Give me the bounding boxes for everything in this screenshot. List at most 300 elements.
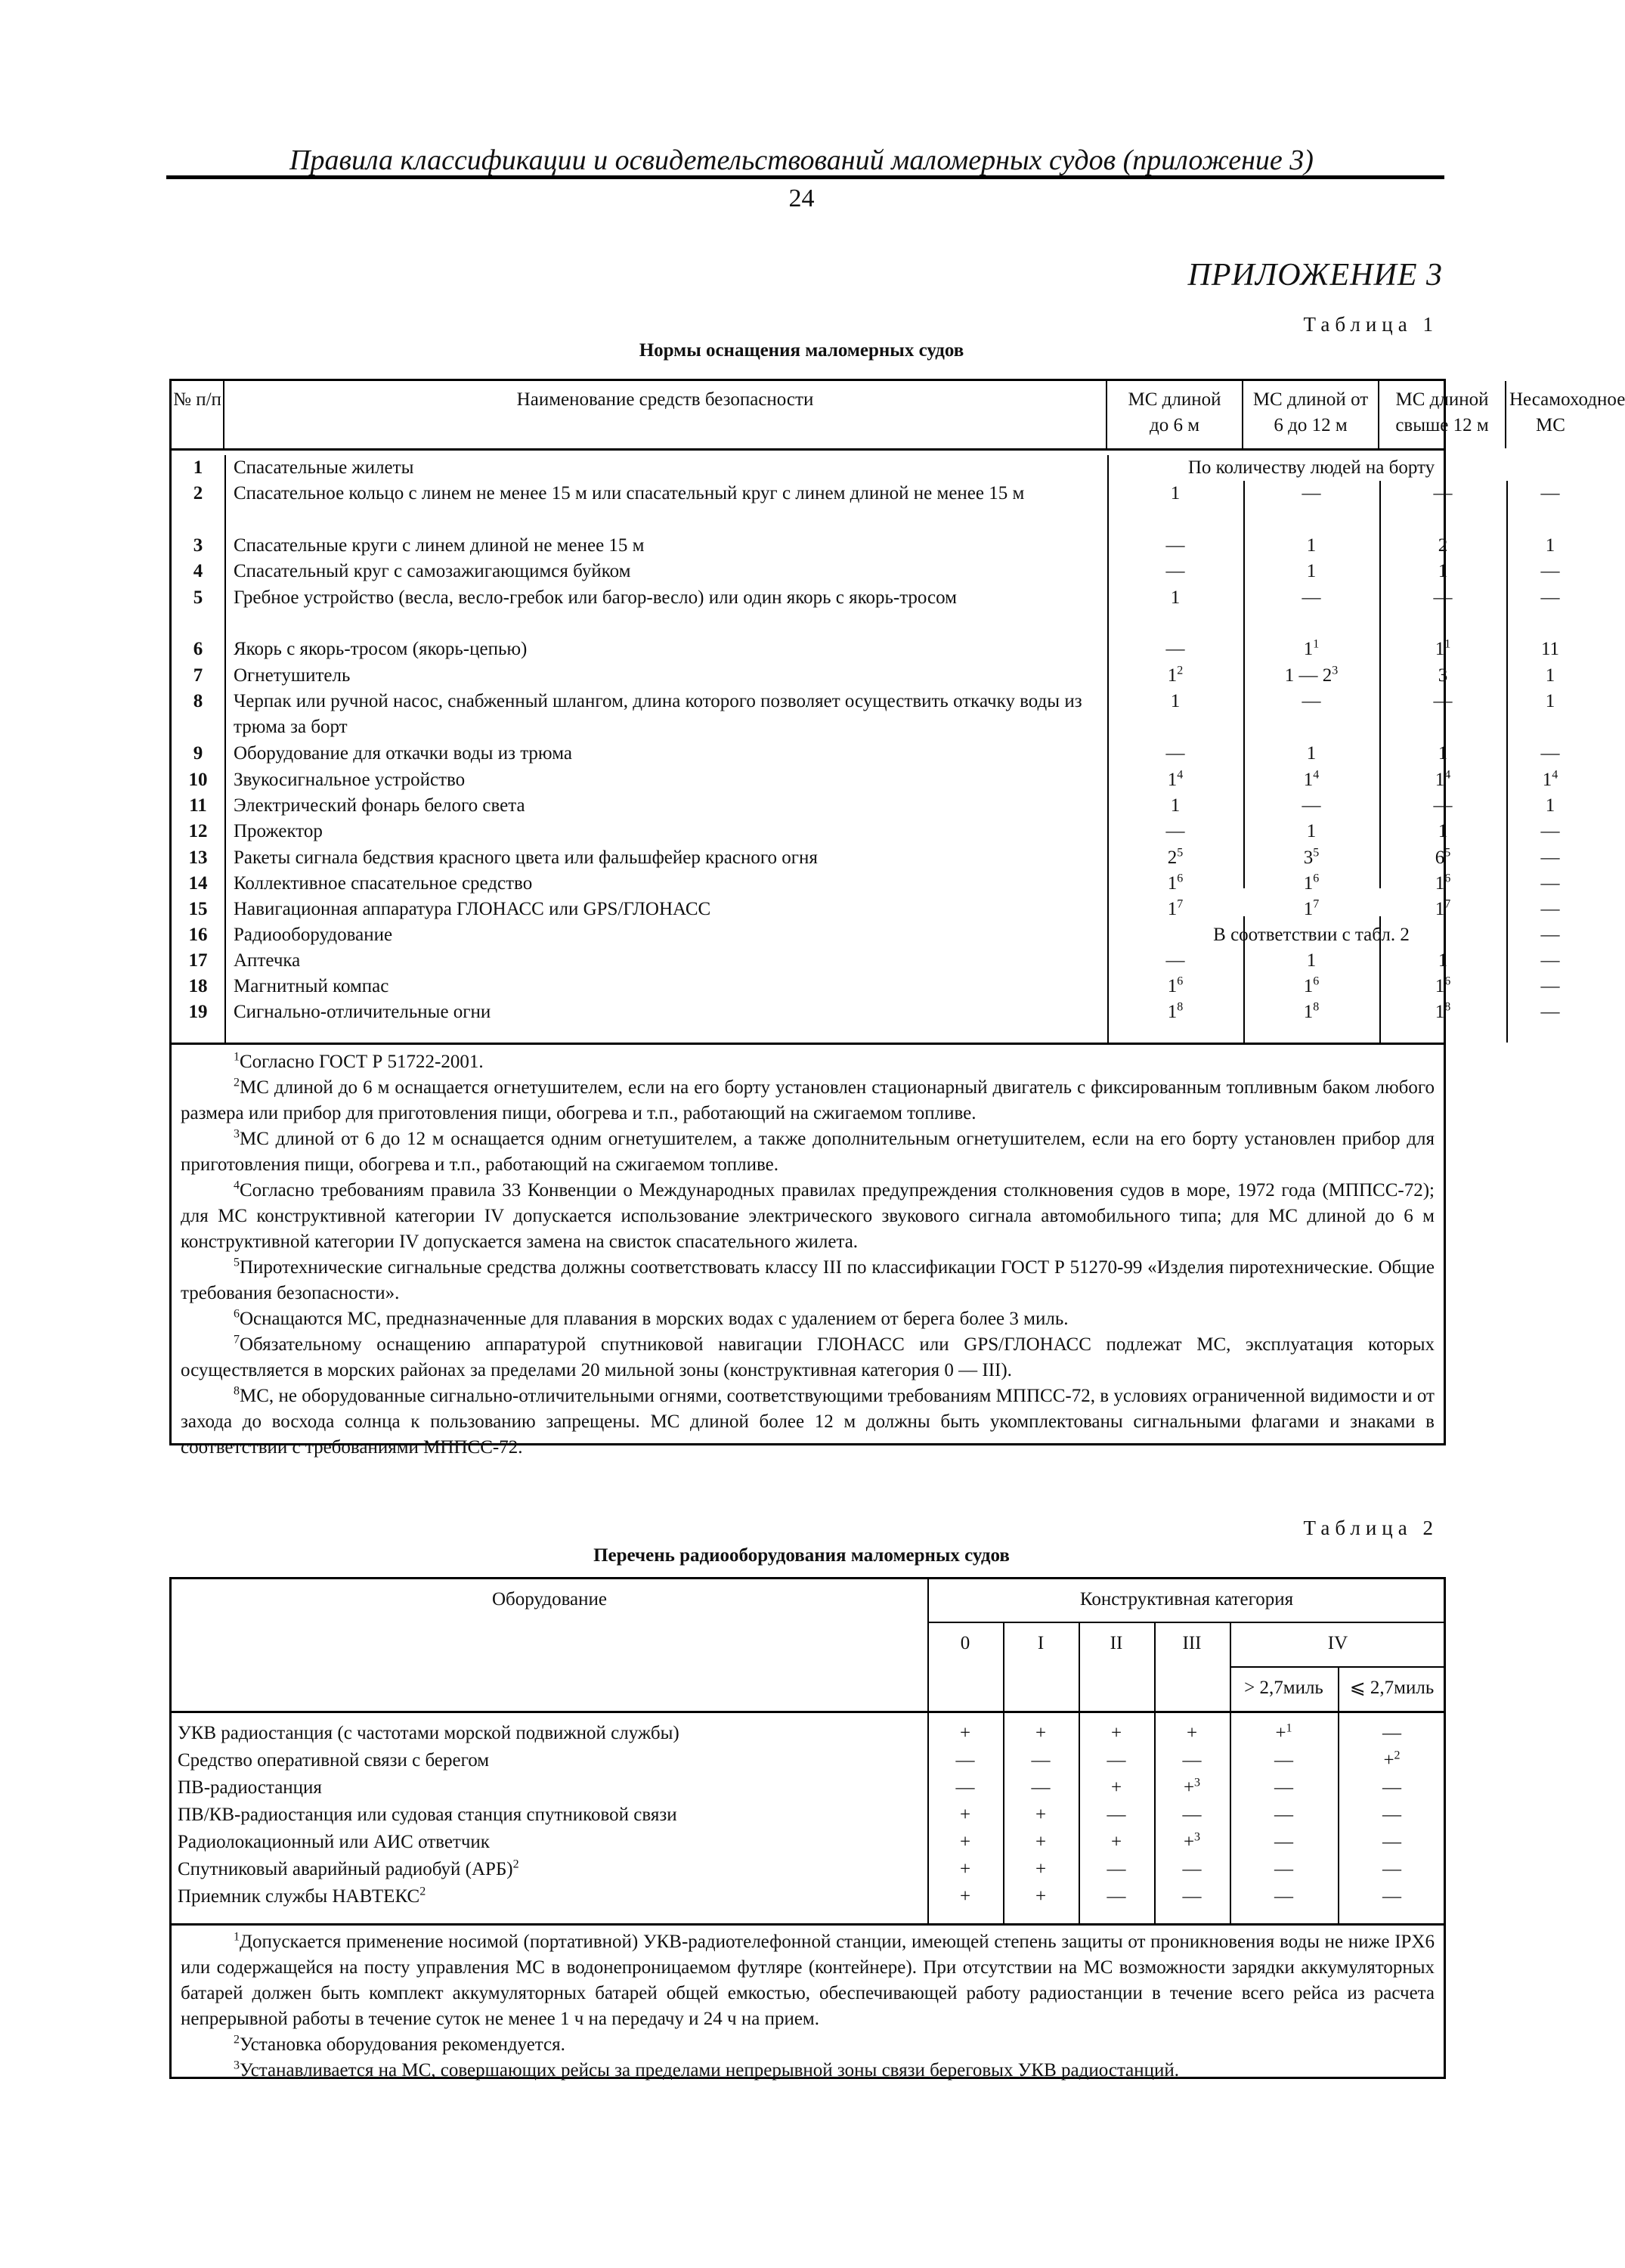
cell-c4 (1490, 793, 1611, 819)
row-number: 4 (193, 561, 203, 581)
subcategory-0: > 2,7миль (1244, 1678, 1323, 1698)
cell-c1 (1115, 533, 1236, 559)
cell-c4-value: — (1540, 847, 1560, 868)
row-name: Электрический фонарь белого света (234, 795, 525, 816)
footnote-ref: 7 (1313, 897, 1320, 911)
row-number: 1 (193, 457, 203, 478)
cell-c4 (1490, 637, 1611, 662)
t1-header-c3: МС длиной свыше 12 м (1379, 381, 1506, 448)
footnote-text: МС длиной от 6 до 12 м оснащается одним огнетушителем, а также дополнительным огнетушителем, если на его борту установлен прибор для приготовления пищи, обогрева и т.п., работающий на сжигаемом топливе. (181, 1129, 1435, 1175)
cell-c4-value: — (1540, 561, 1560, 581)
cell-c1 (1115, 819, 1236, 844)
cell-c4 (1490, 999, 1611, 1025)
footnote-text: Допускается применение носимой (портативной) УКВ-радиотелефонной станции, имеющей степень защиты от проникновения воды не ниже IPX6 или содержащейся на посту управления МС в водонепроницаемом футляре (контейнере). При отсутствии на МС возможности зарядки аккумуляторных батарей должен быть комплект аккумуляторных батарей общей емкостью, обеспечивающей работу радиостанции в течение всего рейса из расчета непрерывной работы в течение суток не менее 1 ч на передачу и 24 ч на прием. (181, 1932, 1435, 2029)
cell-c4 (1490, 585, 1611, 611)
cell-c3 (1382, 689, 1503, 714)
row-span-value: В соответствии с табл. 2 (1213, 925, 1410, 945)
footnote-text: Согласно ГОСТ Р 51722-2001. (240, 1052, 484, 1072)
cell (1079, 1802, 1154, 1828)
footnote-text: Оснащаются МС, предназначенные для плавания в морских водах с удалением от берега более 3 миль. (240, 1309, 1069, 1329)
cell-c2-value: 1 (1303, 899, 1314, 919)
cell-c1-value: 1 (1167, 899, 1178, 919)
cell-c2 (1251, 481, 1372, 507)
cell-value: — (1382, 1777, 1401, 1798)
footnote-number: 1 (234, 1930, 240, 1944)
category-1: I (1037, 1633, 1045, 1653)
cell-c1 (1115, 948, 1236, 974)
cell-c1 (1115, 999, 1236, 1025)
cell-c3-value: 1 (1435, 770, 1445, 790)
cell-value: — (1382, 1832, 1401, 1852)
cell (927, 1857, 1003, 1882)
footnote (181, 1929, 1435, 2032)
cell (1338, 1830, 1446, 1855)
cell-value: + (959, 1859, 971, 1879)
cell-c4-value: — (1540, 899, 1560, 919)
row-name-text: ПВ-радиостанция (178, 1777, 322, 1798)
row-name-text: УКВ радиостанция (с частотами морской подвижной службы) (178, 1723, 679, 1743)
cell-value: + (1035, 1886, 1047, 1907)
cell (1003, 1830, 1079, 1855)
table1-caption: Нормы оснащения маломерных судов (639, 340, 964, 361)
cell-c2 (1251, 663, 1372, 689)
cell-c4 (1490, 897, 1611, 922)
footnote (181, 2058, 1435, 2084)
cell-c1 (1115, 637, 1236, 662)
footnote-ref: 2 (419, 1885, 426, 1898)
cell (1154, 1775, 1230, 1801)
category-0: 0 (960, 1633, 970, 1653)
page-number: 24 (788, 184, 815, 212)
cell (1230, 1802, 1338, 1828)
cell-c2-value: — (1302, 483, 1321, 503)
t2-rule (927, 1622, 1446, 1623)
cell-value: — (1382, 1723, 1401, 1743)
cell-c1-value: 2 (1167, 847, 1178, 868)
cell-c1 (1115, 741, 1236, 767)
cell-value: — (1182, 1859, 1202, 1879)
cell-c3-value: 1 (1435, 873, 1445, 894)
cell (1230, 1884, 1338, 1910)
cell-c1-value: — (1165, 950, 1185, 971)
row-name (178, 1775, 911, 1801)
t1-notes (181, 1049, 1435, 1461)
cell (1338, 1748, 1446, 1774)
footnote-number: 1 (234, 1050, 240, 1064)
footnote (181, 1332, 1435, 1383)
cell-value: — (1107, 1750, 1126, 1771)
row-name: Сигнально-отличительные огни (234, 1002, 491, 1022)
cell-value: — (1031, 1750, 1051, 1771)
cell (1154, 1748, 1230, 1774)
cell-c3 (1382, 767, 1503, 793)
row-name (178, 1748, 911, 1774)
cell-c3 (1382, 948, 1503, 974)
cell-value: + (1110, 1777, 1122, 1798)
cell-value: + (1183, 1832, 1195, 1852)
cell-c3 (1382, 793, 1503, 819)
cell-c4-value: — (1540, 925, 1560, 945)
t2-header-category: Конструктивная категория (1079, 1589, 1294, 1610)
cell (1079, 1721, 1154, 1746)
cell-c3 (1382, 897, 1503, 922)
footnote-ref: 4 (1177, 768, 1184, 782)
cell-c3-value: 2 (1438, 535, 1448, 556)
footnote-number: 3 (234, 2059, 240, 2072)
footnote-ref: 6 (1177, 872, 1184, 885)
cell-c4-value: 1 (1545, 665, 1555, 686)
cell-value: — (1274, 1859, 1293, 1879)
cell-c2 (1251, 585, 1372, 611)
footnote-text: МС, не оборудованные сигнально-отличительными огнями, соответствующими требованиям МППСС-72, в условиях ограниченной видимости и от захода до восхода солнца к пользованию запрещены. МС длиной более 12 м должны быть укомплектованы сигнальными флагами и знаками в соответствии с требованиями МППСС-72. (181, 1386, 1435, 1458)
cell-c2-value: 1 (1306, 743, 1317, 764)
row-name: Ракеты сигнала бедствия красного цвета или фальшфейер красного огня (234, 847, 818, 868)
cell (1230, 1748, 1338, 1774)
t2-header-equipment: Оборудование (491, 1589, 607, 1610)
cell-c4 (1490, 559, 1611, 584)
row-name: Аптечка (234, 950, 301, 971)
footnote-ref: 3 (1332, 664, 1339, 677)
cell (927, 1802, 1003, 1828)
cell-c1 (1115, 871, 1236, 897)
cell (1003, 1721, 1079, 1746)
table1-label: Таблица 1 (1303, 313, 1438, 336)
cell-value: + (1186, 1723, 1198, 1743)
footnote-ref: 7 (1177, 897, 1184, 911)
subcategory-1: ⩽ 2,7миль (1349, 1678, 1435, 1698)
row-name: Огнетушитель (234, 665, 351, 686)
cell-c3-value: 6 (1435, 847, 1445, 868)
cell-c3-value: — (1433, 483, 1453, 503)
cell-c2 (1251, 559, 1372, 584)
cell (1079, 1830, 1154, 1855)
row-number: 18 (188, 976, 208, 996)
footnote-number: 5 (234, 1256, 240, 1269)
footnote-ref: 2 (1394, 1749, 1401, 1762)
cell (927, 1721, 1003, 1746)
footnote-ref: 6 (1313, 974, 1320, 988)
footnote-number: 8 (234, 1384, 240, 1398)
running-header-title: Правила классификации и освидетельствований маломерных судов (приложение 3) (289, 144, 1314, 176)
row-name: Спасательные жилеты (234, 457, 414, 478)
cell-c1-value: 1 (1167, 873, 1178, 894)
cell-c2-value: 1 (1306, 561, 1317, 581)
cell-c3-value: 1 (1435, 976, 1445, 996)
footnote-ref: 3 (1194, 1776, 1201, 1789)
cell-c4 (1490, 741, 1611, 767)
cell-c3-value: 1 (1438, 821, 1448, 841)
cell-c3 (1382, 559, 1503, 584)
footnote (181, 1075, 1435, 1126)
row-name: Спасательные круги с линем длиной не менее 15 м (234, 535, 645, 556)
cell (1154, 1802, 1230, 1828)
cell-c1-value: 1 (1170, 587, 1181, 608)
cell-c4 (1490, 845, 1611, 871)
footnote (181, 1178, 1435, 1255)
row-number: 16 (188, 925, 208, 945)
cell-value: + (1275, 1723, 1286, 1743)
t1-header-name: Наименование средств безопасности (224, 381, 1107, 448)
cell-c2 (1251, 767, 1372, 793)
cell-c2-value: 1 (1303, 1002, 1314, 1022)
cell-value: — (1182, 1886, 1202, 1907)
cell-c1 (1115, 663, 1236, 689)
cell (1154, 1721, 1230, 1746)
footnote-ref: 5 (1313, 846, 1320, 860)
row-name (178, 1721, 911, 1746)
footnote-number: 4 (234, 1179, 240, 1192)
table1 (169, 379, 1625, 1458)
cell-c1-value: 1 (1170, 483, 1181, 503)
cell (1079, 1748, 1154, 1774)
cell-c4 (1490, 922, 1611, 948)
cell (1079, 1775, 1154, 1801)
cell-c4 (1490, 974, 1611, 999)
cell (1003, 1884, 1079, 1910)
cell-c3 (1382, 637, 1503, 662)
cell-c3-value: 1 (1435, 899, 1445, 919)
footnote-ref: 1 (1444, 637, 1451, 651)
cell-c1-value: — (1165, 535, 1185, 556)
footnote-number: 2 (234, 1076, 240, 1089)
cell-c3 (1382, 974, 1503, 999)
cell-c2-value: 1 — 2 (1284, 665, 1332, 686)
cell-value: + (1035, 1832, 1047, 1852)
cell-value: + (1035, 1723, 1047, 1743)
row-name: Оборудование для откачки воды из трюма (234, 743, 573, 764)
footnote (181, 1255, 1435, 1306)
row-number: 3 (193, 535, 203, 556)
cell-c2-value: 1 (1306, 821, 1317, 841)
t1-vline (224, 455, 226, 1043)
row-number: 7 (193, 665, 203, 686)
cell-c3 (1382, 481, 1503, 507)
cell-value: + (1183, 1777, 1195, 1798)
cell (1230, 1830, 1338, 1855)
cell-c4-value: 11 (1540, 639, 1560, 659)
cell-c4-value: 1 (1545, 535, 1555, 556)
cell-value: — (1031, 1777, 1051, 1798)
footnote-ref: 3 (1194, 1830, 1201, 1844)
cell-value: — (1107, 1805, 1126, 1825)
row-name-text: Приемник службы НАВТЕКС (178, 1886, 420, 1907)
cell (1230, 1775, 1338, 1801)
cell-c4 (1490, 871, 1611, 897)
cell-c3-value: 1 (1438, 743, 1448, 764)
cell-c3 (1382, 533, 1503, 559)
row-name-text: ПВ/КВ-радиостанция или судовая станция спутниковой связи (178, 1805, 677, 1825)
cell-c2 (1251, 819, 1372, 844)
footnote (181, 2032, 1435, 2058)
footnote-number: 7 (234, 1333, 240, 1346)
row-number: 5 (193, 587, 203, 608)
cell-c1-value: 1 (1167, 976, 1178, 996)
cell (1230, 1857, 1338, 1882)
row-name (178, 1802, 911, 1828)
row-number: 10 (188, 770, 208, 790)
cell-value: — (1382, 1859, 1401, 1879)
cell-c1 (1115, 585, 1236, 611)
cell (1338, 1802, 1446, 1828)
footnote-ref: 6 (1177, 974, 1184, 988)
footnote (181, 1306, 1435, 1332)
cell-c2-value: — (1302, 587, 1321, 608)
cell-c2-value: 1 (1306, 535, 1317, 556)
cell (1003, 1802, 1079, 1828)
cell-value: — (1274, 1750, 1293, 1771)
footnote-ref: 6 (1444, 974, 1451, 988)
cell-value: + (1383, 1750, 1394, 1771)
cell-value: + (1110, 1723, 1122, 1743)
cell-value: + (1035, 1859, 1047, 1879)
cell-c3-value: 1 (1435, 1002, 1445, 1022)
cell-c4 (1490, 663, 1611, 689)
footnote-ref: 8 (1444, 1000, 1451, 1014)
cell-c2-value: 3 (1303, 847, 1314, 868)
table2-label: Таблица 2 (1303, 1517, 1438, 1539)
footnote-ref: 7 (1444, 897, 1451, 911)
footnote-ref: 4 (1313, 768, 1320, 782)
t1-vline (1107, 455, 1109, 1043)
cell-value: + (1035, 1805, 1047, 1825)
cell (1338, 1721, 1446, 1746)
cell-c4 (1490, 948, 1611, 974)
row-number: 19 (188, 1002, 208, 1022)
cell-c4 (1490, 689, 1611, 714)
cell-value: — (1274, 1777, 1293, 1798)
cell-value: — (1274, 1832, 1293, 1852)
footnote-number: 2 (234, 2033, 240, 2046)
row-name (178, 1884, 911, 1910)
cell-c4 (1490, 819, 1611, 844)
cell-value: — (1274, 1886, 1293, 1907)
category-3: III (1182, 1633, 1202, 1653)
cell-c4 (1490, 767, 1611, 793)
cell-c1 (1115, 559, 1236, 584)
footnote-ref: 6 (1313, 872, 1320, 885)
t1-header-rule (172, 448, 1444, 451)
cell-c3-value: 1 (1438, 561, 1448, 581)
cell-c2 (1251, 533, 1372, 559)
cell-c1-value: — (1165, 639, 1185, 659)
cell-c4 (1490, 533, 1611, 559)
cell-c2-value: 1 (1303, 976, 1314, 996)
table2 (169, 1577, 1446, 2079)
t1-header-c4: Несамоходное МС (1509, 389, 1625, 435)
footnote-ref: 5 (1177, 846, 1184, 860)
row-number: 11 (189, 795, 207, 816)
row-name: Навигационная аппаратура ГЛОНАСС или GPS/ГЛОНАСС (234, 899, 711, 919)
cell (1230, 1721, 1338, 1746)
footnote-ref: 4 (1444, 768, 1451, 782)
row-name: Черпак или ручной насос, снабженный шлангом, длина которого позволяет осуществить откачку воды из трюма за борт (234, 691, 1082, 737)
cell-c4-value: — (1540, 950, 1560, 971)
cell-c4-value: 1 (1545, 795, 1555, 816)
cell (1338, 1775, 1446, 1801)
footnote-ref: 2 (512, 1857, 519, 1871)
cell-c3-value: 3 (1438, 665, 1448, 686)
cell-c4 (1490, 481, 1611, 507)
cell-c3-value: 1 (1435, 639, 1445, 659)
cell-c3-value: 1 (1438, 950, 1448, 971)
cell (1079, 1857, 1154, 1882)
row-number: 12 (188, 821, 208, 841)
cell-c1 (1115, 767, 1236, 793)
cell-value: — (1382, 1886, 1401, 1907)
cell-c1-value: 1 (1170, 795, 1181, 816)
row-name (178, 1830, 911, 1855)
cell-c1-value: — (1165, 821, 1185, 841)
header-rule (166, 175, 1444, 179)
cell-value: + (1110, 1832, 1122, 1852)
row-name (178, 1857, 911, 1882)
footnote-text: Устанавливается на МС, совершающих рейсы за пределами непрерывной зоны связи береговых УКВ радиостанций. (240, 2060, 1180, 2081)
cell-c3 (1382, 741, 1503, 767)
footnote-text: МС длиной до 6 м оснащается огнетушителем, если на его борту установлен стационарный двигатель с фиксированным топливным баком любого размера или прибор для приготовления пищи, обогрева и т.п., работающий на сжигаемом топливе. (181, 1077, 1435, 1123)
cell-c1-value: — (1165, 561, 1185, 581)
appendix-heading: ПРИЛОЖЕНИЕ 3 (1187, 258, 1443, 293)
footnote-text: Согласно требованиям правила 33 Конвенции о Международных правилах предупреждения столкновения судов в море, 1972 года (МППСС-72); для МС конструктивной категории IV допускается использование электрического звукового сигнала автомобильного типа; для МС длиной до 6 м конструктивной категории IV допускается замена на свисток спасательного жилета. (181, 1180, 1435, 1252)
category-4: IV (1327, 1633, 1348, 1653)
cell-value: + (959, 1886, 971, 1907)
cell-c3 (1382, 663, 1503, 689)
cell-c3-value: — (1433, 587, 1453, 608)
cell-c3 (1382, 845, 1503, 871)
cell (927, 1748, 1003, 1774)
t2-rule (172, 1711, 1446, 1713)
cell (1003, 1857, 1079, 1882)
row-name-text: Средство оперативной связи с берегом (178, 1750, 490, 1771)
cell-c4-value: — (1540, 743, 1560, 764)
row-span-value: По количеству людей на борту (1187, 457, 1435, 478)
cell-c1 (1115, 974, 1236, 999)
cell-c1 (1115, 897, 1236, 922)
footnote-ref: 2 (1177, 664, 1184, 677)
cell-value: — (1274, 1805, 1293, 1825)
row-number: 15 (188, 899, 208, 919)
category-2: II (1110, 1633, 1123, 1653)
cell-c3-value: — (1433, 795, 1453, 816)
cell (927, 1884, 1003, 1910)
cell-c2-value: 1 (1303, 873, 1314, 894)
cell-c2 (1251, 637, 1372, 662)
cell-c4-value: — (1540, 821, 1560, 841)
t1-vline (1379, 481, 1381, 888)
table2-caption: Перечень радиооборудования маломерных судов (593, 1545, 1010, 1566)
footnote-ref: 1 (1313, 637, 1320, 651)
row-name: Спасательный круг с самозажигающимся буйком (234, 561, 631, 581)
cell-c1-value: 1 (1167, 665, 1178, 686)
footnote-ref: 4 (1552, 768, 1558, 782)
t1-notes-rule (172, 1043, 1444, 1045)
t1-header-c1: МС длиной до 6 м (1107, 381, 1243, 448)
footnote (181, 1126, 1435, 1178)
cell-c3 (1382, 819, 1503, 844)
footnote (181, 1049, 1435, 1075)
footnote-text: Обязательному оснащению аппаратурой спутниковой навигации ГЛОНАСС или GPS/ГЛОНАСС подлежат МС, эксплуатация которых осуществляется в морских районах за пределами 20 мильной зоны (конструктивная категория 0 — III). (181, 1334, 1435, 1380)
cell-value: — (1382, 1805, 1401, 1825)
cell-c2 (1251, 793, 1372, 819)
row-name: Звукосигнальное устройство (234, 770, 466, 790)
footnote-text: Пиротехнические сигнальные средства должны соответствовать классу III по классификации ГОСТ Р 51270-99 «Изделия пиротехнические. Общие требования безопасности». (181, 1257, 1435, 1303)
footnote-number: 6 (234, 1307, 240, 1321)
footnote-ref: 1 (1286, 1721, 1292, 1735)
footnote-text: Установка оборудования рекомендуется. (240, 2034, 565, 2055)
cell-value: — (1107, 1886, 1126, 1907)
cell-c4-value: — (1540, 976, 1560, 996)
cell-c4-value: — (1540, 587, 1560, 608)
cell-c1-value: 1 (1170, 691, 1181, 711)
